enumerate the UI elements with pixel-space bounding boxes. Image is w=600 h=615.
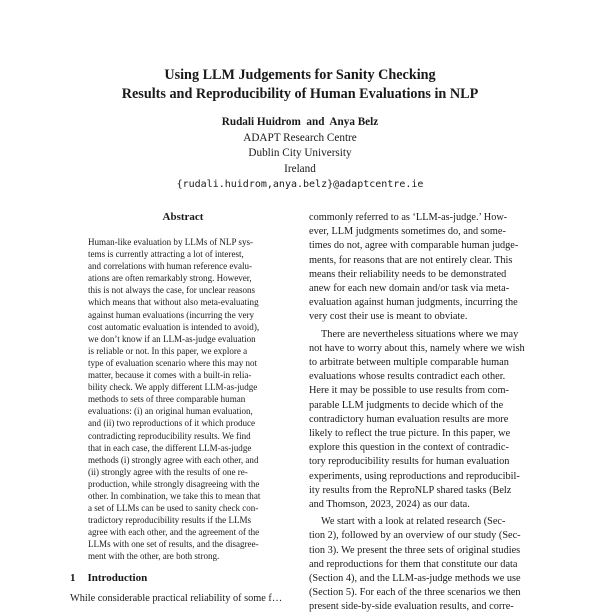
text-line: LLMs with one set of results, and the disagree- [88, 539, 259, 550]
text-line: which means that without also meta-evaluating [88, 297, 259, 308]
text-line: to arbitrate between multiple comparable human [309, 357, 509, 369]
text-line: and (ii) two reproductions of it which produce [88, 418, 256, 429]
abstract-body [88, 236, 278, 563]
text-line: not have to worry about this, namely where we wish [309, 342, 525, 354]
text-line: evaluations whose results contradict each other. [309, 371, 506, 383]
affiliation-line: Dublin City University [248, 147, 352, 159]
text-line: and Thomson, 2023, 2024) as our data. [309, 499, 470, 511]
text-line: ment with the other, are both strong. [88, 551, 220, 562]
text-line: experiments, using reproductions and reproducibil- [309, 470, 520, 482]
author-email: {rudali.huidrom,anya.belz}@adaptcentre.ie [176, 179, 424, 190]
text-line: tion 3). We present the three sets of original studies [309, 544, 521, 556]
text-line: cost automatic evaluation is intended to avoid), [88, 321, 260, 332]
text-line: ations are often remarkably strong. However, [88, 273, 252, 284]
text-line: Human-like evaluation by LLMs of NLP sys- [88, 237, 253, 247]
section-number: 1 [70, 572, 76, 584]
text-line: this is not always the case, for unclear reasons [88, 285, 256, 296]
text-line: means their reliability needs to be demonstrated [309, 268, 507, 280]
text-line: tion 2), followed by an overview of our study (Sec- [309, 530, 521, 542]
text-line: and correlations with human reference evalu- [88, 261, 253, 272]
text-line: methods to sets of three comparable human [88, 394, 246, 405]
text-line: very cost their use is meant to obviate. [309, 311, 468, 323]
title-line-1: Using LLM Judgements for Sanity Checking [164, 67, 436, 83]
text-line: times do not, agree with comparable human judge- [309, 240, 519, 252]
text-line: (Section 5). For each of the three scenarios we then [309, 587, 521, 599]
text-line: evaluations: (i) an original human evaluation, [88, 406, 253, 417]
text-line: a set of LLMs can be used to sanity check con- [88, 503, 259, 514]
text-line: against human evaluations (incurring the very [88, 309, 255, 320]
paper-title [0, 66, 600, 104]
text-line: contradictory human evaluation results are more [309, 413, 509, 425]
text-line: Here it may be possible to use results from com- [309, 385, 509, 397]
text-line: and reproductions for them that constitute our data [309, 558, 518, 570]
text-line: evaluation against human judgments, incurring the [309, 297, 518, 309]
text-line: is reliable or not. In this paper, we explore a [88, 345, 248, 356]
text-line: that in each case, the different LLM-as-judge [88, 442, 252, 453]
text-line: anew for each new domain and/or task via meta- [309, 283, 510, 295]
section-title: Introduction [87, 572, 148, 584]
text-line: parable LLM judgments to decide which of the [309, 399, 504, 411]
text-line: agree with each other, and the agreement of the [88, 527, 260, 538]
text-line: commonly referred to as ‘LLM-as-judge.’ How- [309, 212, 508, 223]
text-line: tems is currently attracting a lot of interest, [88, 249, 244, 260]
right-column [309, 211, 534, 615]
text-line: methods (i) strongly agree with each other, and [88, 454, 259, 465]
text-line: type of evaluation scenario where this may not [88, 357, 258, 368]
text-line: likely to reflect the true picture. In this paper, we [309, 428, 511, 440]
text-line: ity results from the ReproNLP shared tasks (Belz [309, 484, 512, 496]
text-line: (ii) strongly agree with the results of one re- [88, 466, 248, 477]
text-line: ever, LLM judgments sometimes do, and some- [309, 226, 506, 238]
introduction-first-line: While considerable practical reliability of some f… [70, 593, 283, 604]
text-line: production, while strongly disagreeing with the [88, 478, 260, 489]
text-line: There are nevertheless situations where we may [321, 328, 519, 340]
text-line: (Section 4), and the LLM-as-judge methods we use [309, 573, 521, 585]
text-line: present side-by-side evaluation results, and corre- [309, 601, 514, 613]
section-heading-introduction [70, 572, 159, 584]
text-line: bility check. We apply different LLM-as-judge [88, 382, 258, 393]
text-line: contradicting reproducibility results. We find [88, 430, 251, 441]
text-line: tradictory reproducibility results if the LLMs [88, 515, 252, 526]
text-line: We start with a look at related research (Sec- [321, 516, 506, 528]
author-names: Rudali Huidrom and Anya Belz [221, 116, 379, 128]
text-line: tory reproducibility results for human evaluation [309, 456, 510, 468]
text-line: matter, because it comes with a built-in relia- [88, 370, 252, 381]
title-line-2: Results and Reproducibility of Human Evaluations in NLP [121, 86, 479, 102]
text-line: other. In combination, we take this to mean that [88, 490, 261, 501]
affiliation-line: Ireland [284, 162, 316, 175]
paragraph [309, 328, 534, 513]
text-line: ments, for reasons that are not entirely clear. This [309, 254, 513, 266]
abstract-heading: Abstract [162, 211, 204, 223]
affiliation-line: ADAPT Research Centre [243, 131, 357, 144]
text-line: we don’t know if an LLM-as-judge evaluation [88, 333, 256, 344]
text-line: explore this question in the context of contradic- [309, 442, 509, 454]
author-block [0, 115, 600, 193]
paragraph [309, 211, 534, 325]
